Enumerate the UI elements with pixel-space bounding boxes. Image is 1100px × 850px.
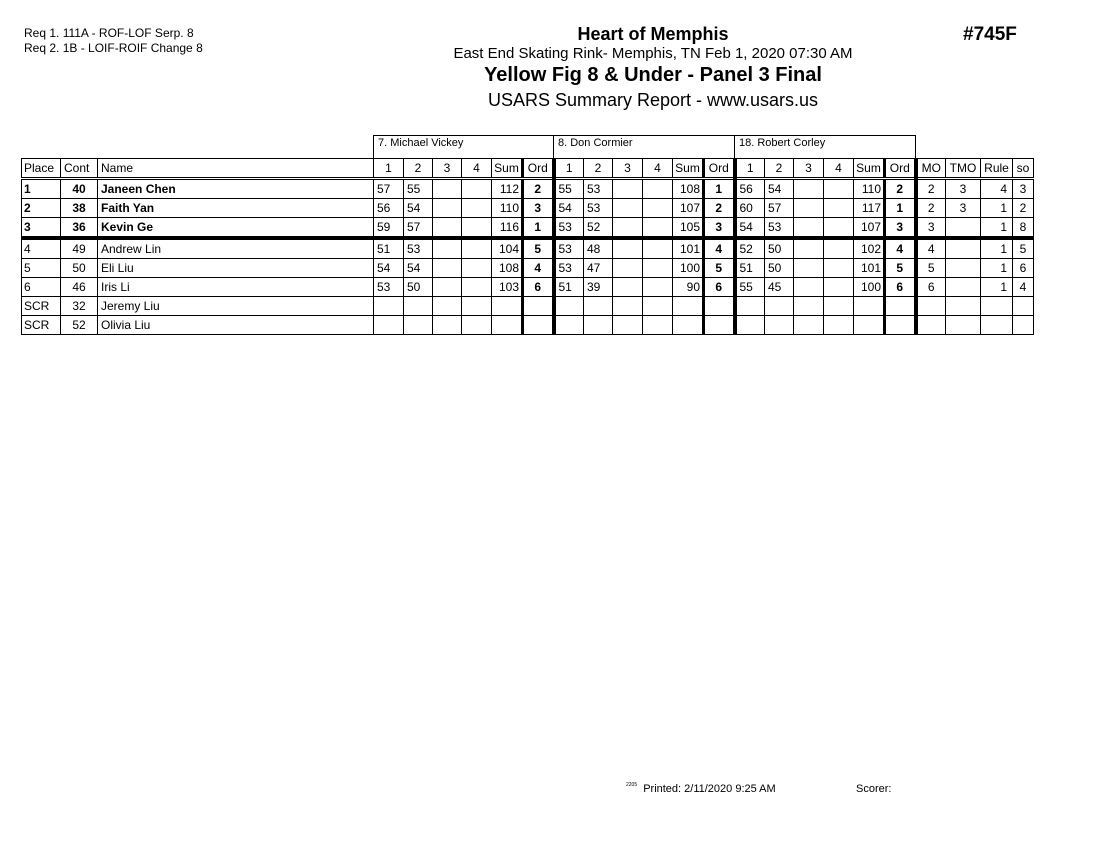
judge3-score-2-cell: [765, 316, 794, 335]
judge1-ordinal-cell: 6: [523, 278, 554, 297]
col-header-mo: MO: [916, 159, 946, 179]
report-title: USARS Summary Report - www.usars.us: [487, 90, 819, 110]
judge2-score-3-cell: [613, 278, 643, 297]
judge-header-3: 18. Robert Corley: [734, 135, 916, 158]
judge2-sum-cell: 108: [673, 179, 704, 199]
so-cell: 4: [1013, 278, 1034, 297]
table-row: [22, 218, 1034, 239]
judge1-score-1-cell: 56: [374, 199, 404, 218]
so-cell: [1013, 316, 1034, 335]
judge1-score-2-cell: 54: [404, 199, 433, 218]
judge3-score-2-cell: 50: [765, 259, 794, 278]
judge3-score-3-cell: [794, 316, 824, 335]
judge1-score-3-cell: [433, 259, 462, 278]
place-cell: 5: [22, 259, 61, 278]
judge3-score-3-cell: [794, 238, 824, 259]
judge3-score-2-cell: [765, 297, 794, 316]
judge2-ordinal-cell: 1: [704, 179, 735, 199]
judge2-score-4-cell: [643, 278, 673, 297]
cont-cell: 38: [61, 199, 98, 218]
judge3-sum-cell: 110: [854, 179, 885, 199]
name-cell: Andrew Lin: [98, 238, 374, 259]
judge1-score-2-cell: 50: [404, 278, 433, 297]
cont-cell: 40: [61, 179, 98, 199]
tmo-cell: [946, 259, 981, 278]
place-cell: SCR: [22, 316, 61, 335]
judge3-score-1-cell: 56: [735, 179, 765, 199]
name-cell: Eli Liu: [98, 259, 374, 278]
judge2-score-1-cell: 53: [554, 238, 584, 259]
name-cell: Olivia Liu: [98, 316, 374, 335]
scorer-label: Scorer:: [856, 783, 892, 795]
judge1-score-4-cell: [462, 238, 492, 259]
place-cell: 2: [22, 199, 61, 218]
col-header-j1-sum: Sum: [492, 159, 523, 179]
judge2-ordinal-cell: 2: [704, 199, 735, 218]
judge1-score-4-cell: [462, 316, 492, 335]
so-cell: 5: [1013, 238, 1034, 259]
judge1-score-2-cell: 53: [404, 238, 433, 259]
col-header-j3-sum: Sum: [854, 159, 885, 179]
judge2-ordinal-cell: 4: [704, 238, 735, 259]
cont-cell: 49: [61, 238, 98, 259]
so-cell: [1013, 297, 1034, 316]
name-cell: Janeen Chen: [98, 179, 374, 199]
judge1-ordinal-cell: 3: [523, 199, 554, 218]
judge3-score-3-cell: [794, 218, 824, 239]
col-header-name: Name: [98, 159, 374, 179]
judge2-score-1-cell: [554, 316, 584, 335]
judge3-score-4-cell: [824, 199, 854, 218]
judge3-score-1-cell: 52: [735, 238, 765, 259]
judge3-score-4-cell: [824, 278, 854, 297]
judge2-score-1-cell: 53: [554, 259, 584, 278]
event-number: #745F: [963, 24, 1017, 45]
requirement-2: Req 2. 1B - LOIF-ROIF Change 8: [24, 41, 203, 55]
judge1-sum-cell: 112: [492, 179, 523, 199]
judge3-score-4-cell: [824, 259, 854, 278]
judge2-score-1-cell: 55: [554, 179, 584, 199]
col-header-tmo: TMO: [946, 159, 981, 179]
col-header-place: Place: [22, 159, 61, 179]
judge3-score-3-cell: [794, 278, 824, 297]
judge2-score-4-cell: [643, 238, 673, 259]
judge2-score-1-cell: [554, 297, 584, 316]
tmo-cell: [946, 218, 981, 239]
rule-cell: [981, 316, 1013, 335]
judge3-sum-cell: [854, 316, 885, 335]
table-row: [22, 179, 1034, 199]
competition-title: Heart of Memphis: [577, 24, 729, 44]
judge2-ordinal-cell: [704, 297, 735, 316]
judge3-sum-cell: 117: [854, 199, 885, 218]
table-header-row: [22, 159, 1034, 179]
judge1-sum-cell: 104: [492, 238, 523, 259]
mo-cell: [916, 297, 946, 316]
judge2-ordinal-cell: 5: [704, 259, 735, 278]
rule-cell: 4: [981, 179, 1013, 199]
col-header-j3-ord: Ord: [885, 159, 916, 179]
col-header-j2-3: 3: [613, 159, 643, 179]
place-cell: SCR: [22, 297, 61, 316]
col-header-j3-2: 2: [765, 159, 794, 179]
judge1-score-1-cell: 54: [374, 259, 404, 278]
judge2-score-4-cell: [643, 316, 673, 335]
judge2-score-2-cell: [584, 297, 613, 316]
judge1-score-1-cell: 51: [374, 238, 404, 259]
judge2-score-2-cell: 48: [584, 238, 613, 259]
place-cell: 6: [22, 278, 61, 297]
cont-cell: 52: [61, 316, 98, 335]
col-header-j2-2: 2: [584, 159, 613, 179]
judge1-score-1-cell: [374, 297, 404, 316]
judge1-score-3-cell: [433, 238, 462, 259]
judge3-score-2-cell: 57: [765, 199, 794, 218]
judge2-score-3-cell: [613, 199, 643, 218]
venue-date: East End Skating Rink- Memphis, TN Feb 1, 2020 07:30 AM: [453, 45, 853, 62]
report-code: 2205: [626, 782, 638, 788]
printed-info: [626, 783, 776, 795]
judge1-score-3-cell: [433, 278, 462, 297]
rule-cell: 1: [981, 218, 1013, 239]
place-cell: 3: [22, 218, 61, 239]
judge1-ordinal-cell: 2: [523, 179, 554, 199]
mo-cell: 2: [916, 179, 946, 199]
mo-cell: 4: [916, 238, 946, 259]
judge1-score-1-cell: 57: [374, 179, 404, 199]
rule-cell: 1: [981, 199, 1013, 218]
judge1-score-2-cell: 57: [404, 218, 433, 239]
event-title: Yellow Fig 8 & Under - Panel 3 Final: [484, 64, 822, 86]
col-header-j1-2: 2: [404, 159, 433, 179]
mo-cell: 6: [916, 278, 946, 297]
judge1-score-1-cell: 53: [374, 278, 404, 297]
judge2-score-1-cell: 53: [554, 218, 584, 239]
rule-cell: [981, 297, 1013, 316]
col-header-j2-ord: Ord: [704, 159, 735, 179]
judge1-score-4-cell: [462, 199, 492, 218]
cont-cell: 36: [61, 218, 98, 239]
judge2-sum-cell: 100: [673, 259, 704, 278]
so-cell: 2: [1013, 199, 1034, 218]
so-cell: 6: [1013, 259, 1034, 278]
judge3-sum-cell: [854, 297, 885, 316]
col-header-j3-1: 1: [735, 159, 765, 179]
judge3-score-2-cell: 50: [765, 238, 794, 259]
rule-cell: 1: [981, 238, 1013, 259]
judge3-ordinal-cell: 4: [885, 238, 916, 259]
judge3-score-1-cell: 60: [735, 199, 765, 218]
judge1-sum-cell: 110: [492, 199, 523, 218]
judge2-score-4-cell: [643, 199, 673, 218]
printed-timestamp: Printed: 2/11/2020 9:25 AM: [643, 783, 776, 795]
results-table: [21, 158, 1034, 335]
table-row: [22, 316, 1034, 335]
judge1-sum-cell: [492, 297, 523, 316]
place-cell: 4: [22, 238, 61, 259]
judge2-score-3-cell: [613, 179, 643, 199]
judge1-sum-cell: 116: [492, 218, 523, 239]
name-cell: Iris Li: [98, 278, 374, 297]
tmo-cell: [946, 278, 981, 297]
judge1-score-3-cell: [433, 297, 462, 316]
col-header-j1-1: 1: [374, 159, 404, 179]
judge1-score-2-cell: 54: [404, 259, 433, 278]
judge3-score-4-cell: [824, 238, 854, 259]
col-header-j2-sum: Sum: [673, 159, 704, 179]
judge2-score-4-cell: [643, 179, 673, 199]
col-header-j1-3: 3: [433, 159, 462, 179]
mo-cell: [916, 316, 946, 335]
mo-cell: 2: [916, 199, 946, 218]
col-header-j2-4: 4: [643, 159, 673, 179]
judge1-score-3-cell: [433, 316, 462, 335]
judge2-score-2-cell: [584, 316, 613, 335]
so-cell: 3: [1013, 179, 1034, 199]
judge2-ordinal-cell: 6: [704, 278, 735, 297]
judge3-score-3-cell: [794, 179, 824, 199]
tmo-cell: 3: [946, 199, 981, 218]
judge-header-1: 7. Michael Vickey: [373, 135, 554, 158]
judge2-score-3-cell: [613, 259, 643, 278]
judge2-sum-cell: [673, 297, 704, 316]
table-row: [22, 238, 1034, 259]
judge2-sum-cell: 107: [673, 199, 704, 218]
mo-cell: 5: [916, 259, 946, 278]
judge3-score-2-cell: 53: [765, 218, 794, 239]
judge2-score-2-cell: 52: [584, 218, 613, 239]
judge2-score-3-cell: [613, 316, 643, 335]
judge2-score-2-cell: 47: [584, 259, 613, 278]
judge3-score-3-cell: [794, 199, 824, 218]
judge3-score-4-cell: [824, 179, 854, 199]
judge3-sum-cell: 100: [854, 278, 885, 297]
judge1-ordinal-cell: [523, 297, 554, 316]
table-row: [22, 297, 1034, 316]
judge1-score-3-cell: [433, 179, 462, 199]
judge2-score-3-cell: [613, 218, 643, 239]
judge2-score-2-cell: 53: [584, 179, 613, 199]
judge2-ordinal-cell: [704, 316, 735, 335]
table-row: [22, 278, 1034, 297]
judge3-score-2-cell: 45: [765, 278, 794, 297]
judge3-ordinal-cell: 5: [885, 259, 916, 278]
judge1-ordinal-cell: 5: [523, 238, 554, 259]
judge2-score-1-cell: 54: [554, 199, 584, 218]
judge2-score-3-cell: [613, 238, 643, 259]
judge1-ordinal-cell: 4: [523, 259, 554, 278]
col-header-j1-4: 4: [462, 159, 492, 179]
judge1-score-4-cell: [462, 179, 492, 199]
rule-cell: 1: [981, 259, 1013, 278]
name-cell: Jeremy Liu: [98, 297, 374, 316]
judge1-ordinal-cell: 1: [523, 218, 554, 239]
col-header-j1-ord: Ord: [523, 159, 554, 179]
judge3-score-1-cell: 55: [735, 278, 765, 297]
judge3-sum-cell: 102: [854, 238, 885, 259]
judge1-score-2-cell: 55: [404, 179, 433, 199]
judge1-score-3-cell: [433, 218, 462, 239]
judge3-score-4-cell: [824, 316, 854, 335]
table-row: [22, 259, 1034, 278]
judge3-ordinal-cell: 6: [885, 278, 916, 297]
col-header-rule: Rule: [981, 159, 1013, 179]
judge2-score-4-cell: [643, 297, 673, 316]
judge1-sum-cell: 108: [492, 259, 523, 278]
cont-cell: 46: [61, 278, 98, 297]
judge2-sum-cell: [673, 316, 704, 335]
judge1-score-4-cell: [462, 218, 492, 239]
name-cell: Faith Yan: [98, 199, 374, 218]
judge2-score-1-cell: 51: [554, 278, 584, 297]
tmo-cell: [946, 297, 981, 316]
judge1-score-1-cell: 59: [374, 218, 404, 239]
judge2-ordinal-cell: 3: [704, 218, 735, 239]
judge1-sum-cell: [492, 316, 523, 335]
rule-cell: 1: [981, 278, 1013, 297]
judge3-score-3-cell: [794, 259, 824, 278]
judge3-score-2-cell: 54: [765, 179, 794, 199]
judge3-ordinal-cell: 3: [885, 218, 916, 239]
judge2-score-4-cell: [643, 259, 673, 278]
judge3-ordinal-cell: [885, 297, 916, 316]
tmo-cell: [946, 316, 981, 335]
cont-cell: 32: [61, 297, 98, 316]
judge1-ordinal-cell: [523, 316, 554, 335]
judge3-ordinal-cell: 2: [885, 179, 916, 199]
judge3-score-4-cell: [824, 218, 854, 239]
col-header-j2-1: 1: [554, 159, 584, 179]
judge2-sum-cell: 101: [673, 238, 704, 259]
judge3-ordinal-cell: 1: [885, 199, 916, 218]
judge3-score-1-cell: [735, 297, 765, 316]
judge1-score-3-cell: [433, 199, 462, 218]
col-header-cont: Cont: [61, 159, 98, 179]
mo-cell: 3: [916, 218, 946, 239]
judge3-score-1-cell: [735, 316, 765, 335]
judge3-score-1-cell: 51: [735, 259, 765, 278]
judge1-score-2-cell: [404, 316, 433, 335]
judge3-score-4-cell: [824, 297, 854, 316]
col-header-so: so: [1013, 159, 1034, 179]
tmo-cell: [946, 238, 981, 259]
judge1-sum-cell: 103: [492, 278, 523, 297]
col-header-j3-3: 3: [794, 159, 824, 179]
name-cell: Kevin Ge: [98, 218, 374, 239]
place-cell: 1: [22, 179, 61, 199]
table-row: [22, 199, 1034, 218]
judge2-score-4-cell: [643, 218, 673, 239]
judge2-sum-cell: 105: [673, 218, 704, 239]
judge2-sum-cell: 90: [673, 278, 704, 297]
judge3-sum-cell: 101: [854, 259, 885, 278]
judge1-score-2-cell: [404, 297, 433, 316]
judge3-score-1-cell: 54: [735, 218, 765, 239]
judge1-score-1-cell: [374, 316, 404, 335]
so-cell: 8: [1013, 218, 1034, 239]
tmo-cell: 3: [946, 179, 981, 199]
judge2-score-2-cell: 39: [584, 278, 613, 297]
judge3-sum-cell: 107: [854, 218, 885, 239]
requirement-1: Req 1. 111A - ROF-LOF Serp. 8: [24, 26, 194, 40]
judge3-ordinal-cell: [885, 316, 916, 335]
judge1-score-4-cell: [462, 278, 492, 297]
cont-cell: 50: [61, 259, 98, 278]
judge2-score-2-cell: 53: [584, 199, 613, 218]
judge2-score-3-cell: [613, 297, 643, 316]
judge-header-2: 8. Don Cormier: [553, 135, 735, 158]
col-header-j3-4: 4: [824, 159, 854, 179]
judge3-score-3-cell: [794, 297, 824, 316]
judge1-score-4-cell: [462, 297, 492, 316]
judge1-score-4-cell: [462, 259, 492, 278]
